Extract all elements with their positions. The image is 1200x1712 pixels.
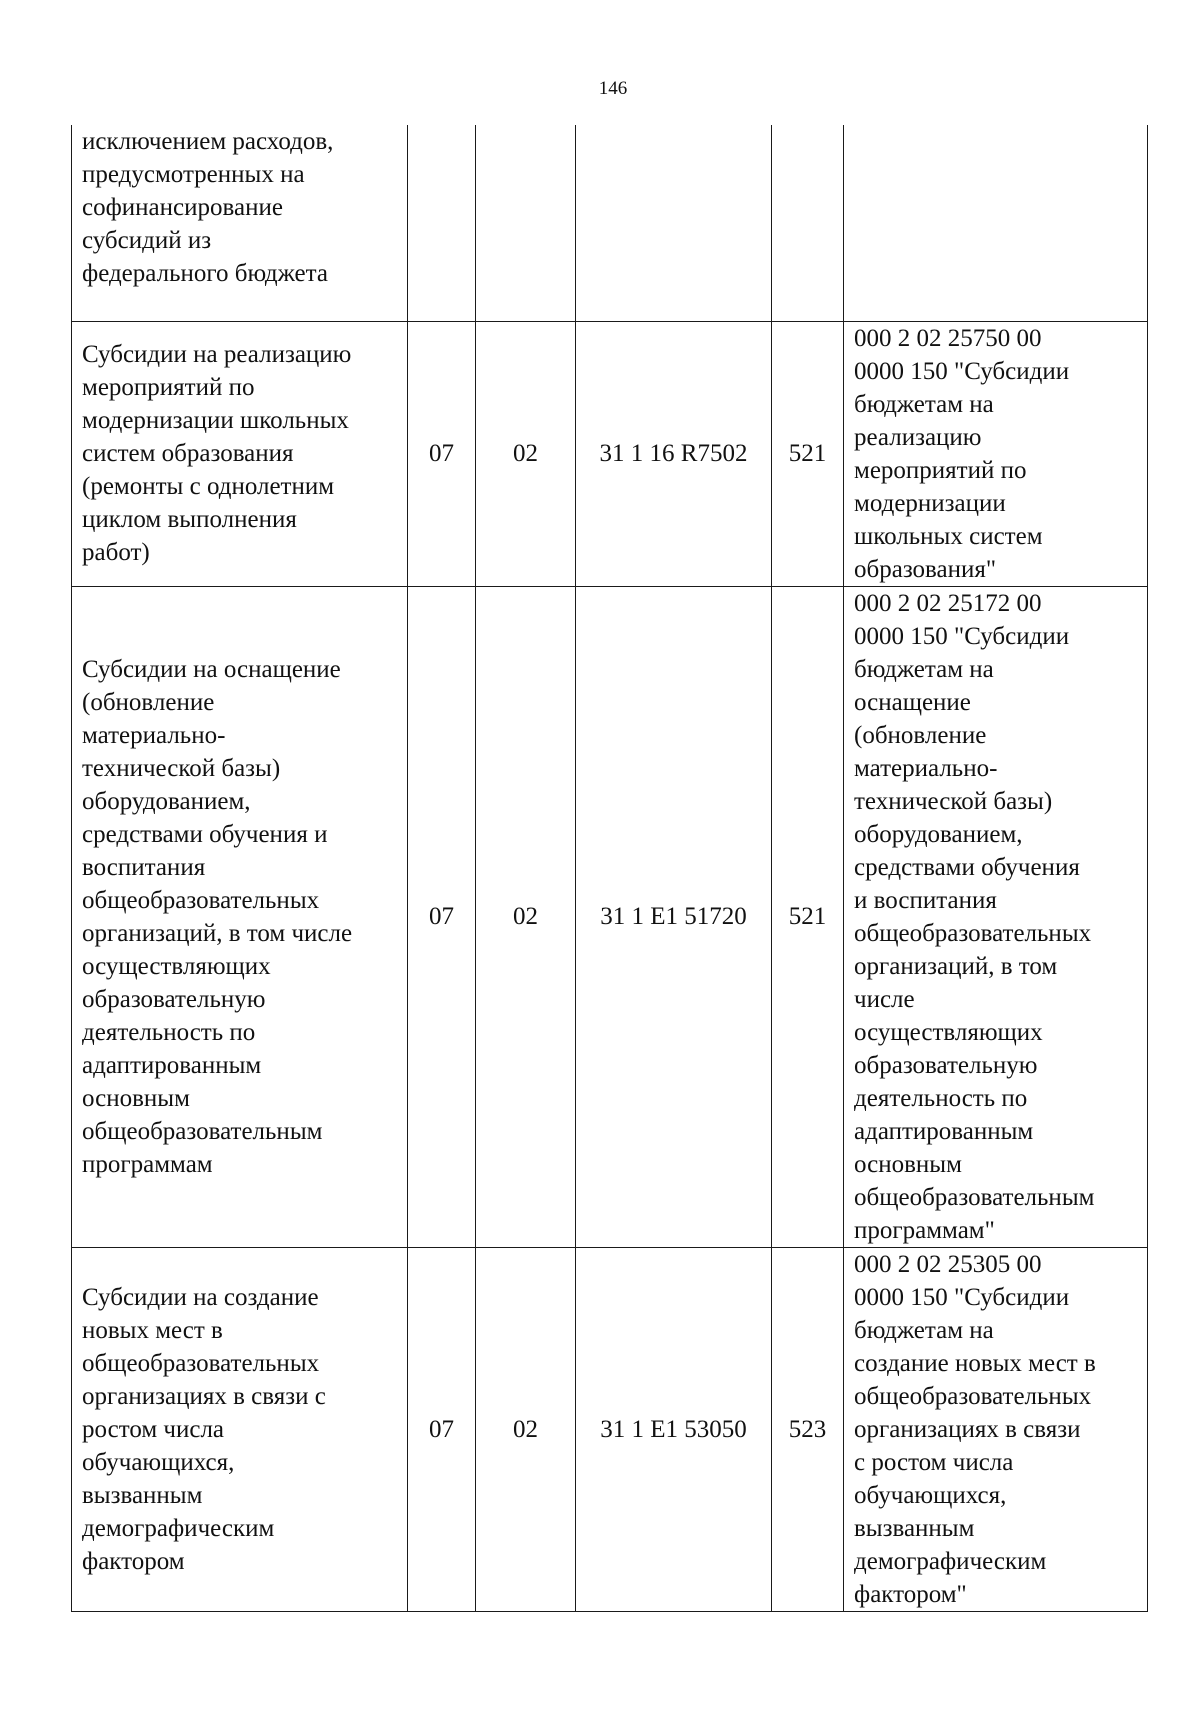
target-article-cell	[576, 1247, 772, 1611]
expense-type-cell	[772, 321, 844, 586]
expense-type-cell	[772, 1247, 844, 1611]
table-row	[72, 1247, 1148, 1611]
subsection-cell	[476, 321, 576, 586]
revenue-code-cell	[844, 125, 1148, 321]
subsection-cell	[476, 125, 576, 321]
subsection-code: 02	[513, 440, 538, 467]
subsection-code: 02	[513, 1415, 538, 1443]
row-name-cell	[72, 321, 408, 586]
revenue-code-cell	[844, 586, 1148, 1247]
expense-type-code: 521	[788, 440, 827, 467]
section-cell	[408, 125, 476, 321]
subsection-cell	[476, 1247, 576, 1611]
row-name: Субсидии на оснащение (обновление материально- технической базы) оборудованием, средствами обучения и воспитания общеобразовательных организаций, в том числе осуществляющих образовательную деятельность по адаптированным основным общеобразовательным программам	[82, 655, 353, 1178]
row-name: Субсидии на реализацию мероприятий по модернизации школьных систем образования (ремонты с однолетним циклом выполнения работ)	[82, 341, 352, 566]
row-name-cell	[72, 1247, 408, 1611]
revenue-code-cell	[844, 321, 1148, 586]
table-row	[72, 321, 1148, 586]
target-article-code: 31 1 16 R7502	[599, 440, 748, 467]
revenue-code: 000 2 02 25750 00 0000 150 "Субсидии бюджетам на реализацию мероприятий по модернизации школьных систем образования"	[854, 324, 1070, 583]
expense-type-cell	[772, 125, 844, 321]
section-code: 07	[429, 1415, 454, 1443]
target-article-code: 31 1 E1 51720	[600, 903, 747, 930]
section-code: 07	[429, 440, 454, 467]
expense-type-code: 523	[788, 1415, 827, 1443]
subsection-cell	[476, 586, 576, 1247]
target-article-cell	[576, 125, 772, 321]
row-name-cell	[72, 125, 408, 321]
expense-type-cell	[772, 586, 844, 1247]
section-cell	[408, 1247, 476, 1611]
table-row	[72, 586, 1148, 1247]
target-article-cell	[576, 586, 772, 1247]
row-name: исключением расходов, предусмотренных на софинансирование субсидий из федерального бюджета	[82, 128, 334, 287]
row-name: Субсидии на создание новых мест в общеобразовательных организациях в связи с ростом числа обучающихся, вызванным демографическим фактором	[82, 1283, 326, 1575]
budget-table	[71, 125, 1148, 1612]
revenue-code: 000 2 02 25172 00 0000 150 "Субсидии бюджетам на оснащение (обновление материально- технической базы) оборудованием, средствами обучения и воспитания общеобразовательных организаций, в том числе осуществляющих образовательную деятельность по адаптированным основным общеобразовательным программам"	[854, 589, 1095, 1244]
table-row	[72, 125, 1148, 321]
section-code: 07	[429, 903, 454, 930]
target-article-code: 31 1 E1 53050	[600, 1415, 747, 1443]
revenue-code-cell	[844, 1247, 1148, 1611]
row-name-cell	[72, 586, 408, 1247]
subsection-code: 02	[513, 903, 538, 930]
expense-type-code: 521	[788, 903, 827, 930]
page-number: 146	[598, 78, 628, 99]
revenue-code: 000 2 02 25305 00 0000 150 "Субсидии бюджетам на создание новых мест в общеобразовательных организациях в связи с ростом числа обучающихся, вызванным демографическим фактором"	[854, 1250, 1096, 1608]
section-cell	[408, 321, 476, 586]
section-cell	[408, 586, 476, 1247]
target-article-cell	[576, 321, 772, 586]
